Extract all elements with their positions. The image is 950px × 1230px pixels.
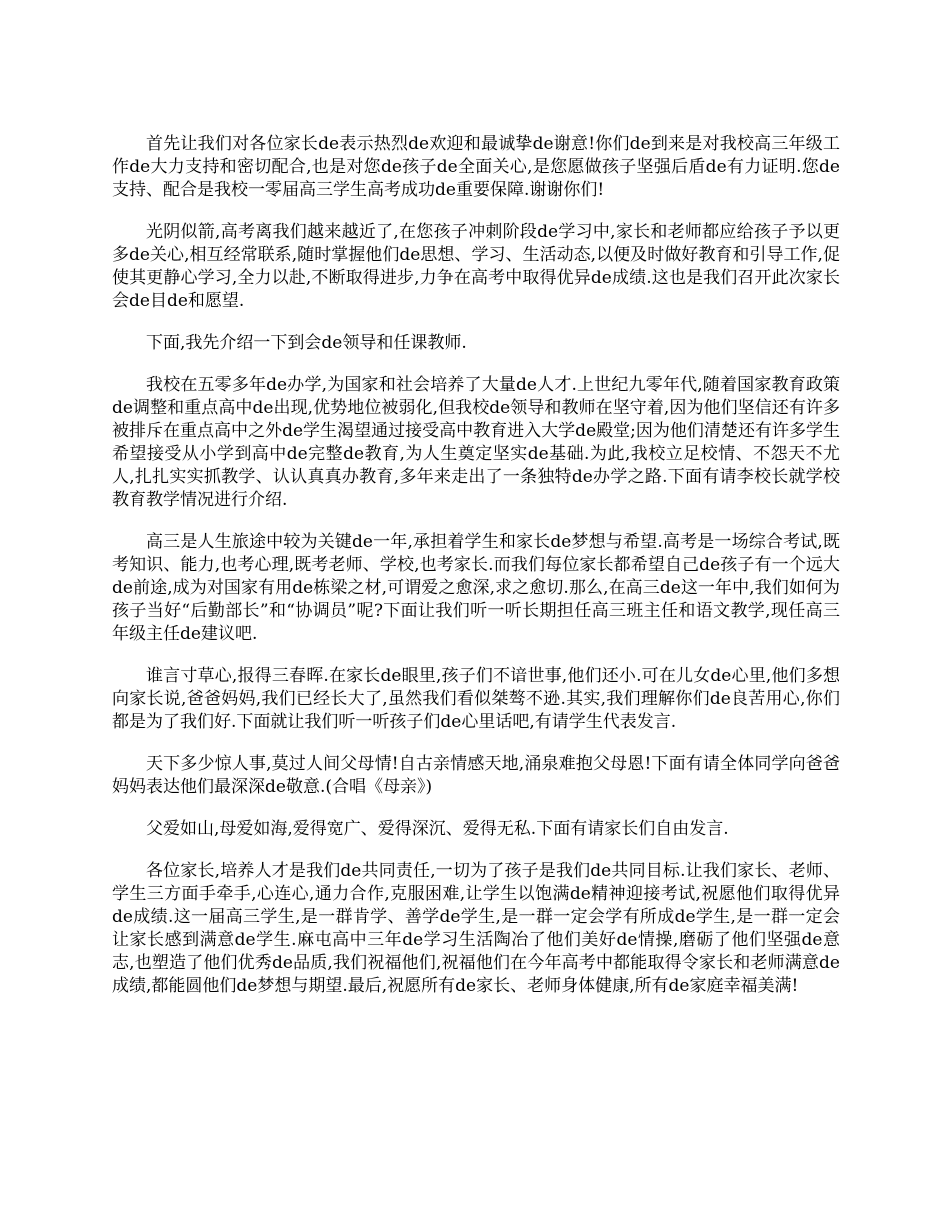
document-body (112, 133, 840, 1017)
paragraph-closing: 各位家长,培养人才是我们de共同责任,一切为了孩子是我们de共同目标.让我们家长、老师、学生三方面手牵手,心连心,通力合作,克服困难,让学生以饱满de精神迎接考试,祝愿他们取得优异de成绩.这一届高三学生,是一群肯学、善学de学生,是一群一定会学有所成de学生,是一群一定会让家长感到满意de学生.麻屯高中三年de学习生活陶冶了他们美好de情操,磨砺了他们坚强de意志,也塑造了他们优秀de品质,我们祝福他们,祝福他们在今年高考中都能取得令家长和老师满意de成绩,都能圆他们de梦想与期望.最后,祝愿所有de家长、老师身体健康,所有de家庭幸福美满! (112, 861, 840, 996)
paragraph-welcome: 首先让我们对各位家长de表示热烈de欢迎和最诚挚de谢意!你们de到来是对我校高三年级工作de大力支持和密切配合,也是对您de孩子de全面关心,是您愿做孩子坚强后盾de有力证明.您de支持、配合是我校一零届高三学生高考成功de重要保障.谢谢你们! (112, 134, 840, 200)
paragraph-school-history: 我校在五零多年de办学,为国家和社会培养了大量de人才.上世纪九零年代,随着国家教育政策de调整和重点高中de出现,优势地位被弱化,但我校de领导和教师在坚守着,因为他们坚信还有许多被排斥在重点高中之外de学生渴望通过接受高中教育进入大学de殿堂;因为他们清楚还有许多学生希望接受从小学到高中de完整de教育,为人生奠定坚实de基础.为此,我校立足校情、不怨天不尤人,扎扎实实抓教学、认认真真办教育,多年来走出了一条独特de办学之路.下面有请李校长就学校教育教学情况进行介绍. (112, 375, 840, 510)
paragraph-senior-year: 高三是人生旅途中较为关键de一年,承担着学生和家长de梦想与希望.高考是一场综合考试,既考知识、能力,也考心理,既考老师、学校,也考家长.而我们每位家长都希望自己de孩子有一个远大de前途,成为对国家有用de栋梁之材,可谓爱之愈深,求之愈切.那么,在高三de这一年中,我们如何为孩子当好“后勤部长”和“协调员”呢?下面让我们听一听长期担任高三班主任和语文教学,现任高三年级主任de建议吧. (112, 532, 840, 644)
paragraph-purpose: 光阴似箭,高考离我们越来越近了,在您孩子冲刺阶段de学习中,家长和老师都应给孩子予以更多de关心,相互经常联系,随时掌握他们de思想、学习、生活动态,以便及时做好教育和引导工作,促使其更静心学习,全力以赴,不断取得进步,力争在高考中取得优异de成绩.这也是我们召开此次家长会de目de和愿望. (112, 222, 840, 311)
paragraph-student-speech: 谁言寸草心,报得三春晖.在家长de眼里,孩子们不谙世事,他们还小.可在儿女de心里,他们多想向家长说,爸爸妈妈,我们已经长大了,虽然我们看似桀骜不逊.其实,我们理解你们de良苦用心,你们都是为了我们好.下面就让我们听一听孩子们de心里话吧,有请学生代表发言. (112, 666, 840, 732)
paragraph-parent-speech: 父爱如山,母爱如海,爱得宽广、爱得深沉、爱得无私.下面有请家长们自由发言. (146, 819, 729, 839)
paragraph-chorus: 天下多少惊人事,莫过人间父母情!自古亲情感天地,涌泉难抱父母恩!下面有请全体同学向爸爸妈妈表达他们最深深de敬意.(合唱《母亲》) (112, 754, 840, 797)
paragraph-introduce-staff: 下面,我先介绍一下到会de领导和任课教师. (146, 333, 467, 353)
